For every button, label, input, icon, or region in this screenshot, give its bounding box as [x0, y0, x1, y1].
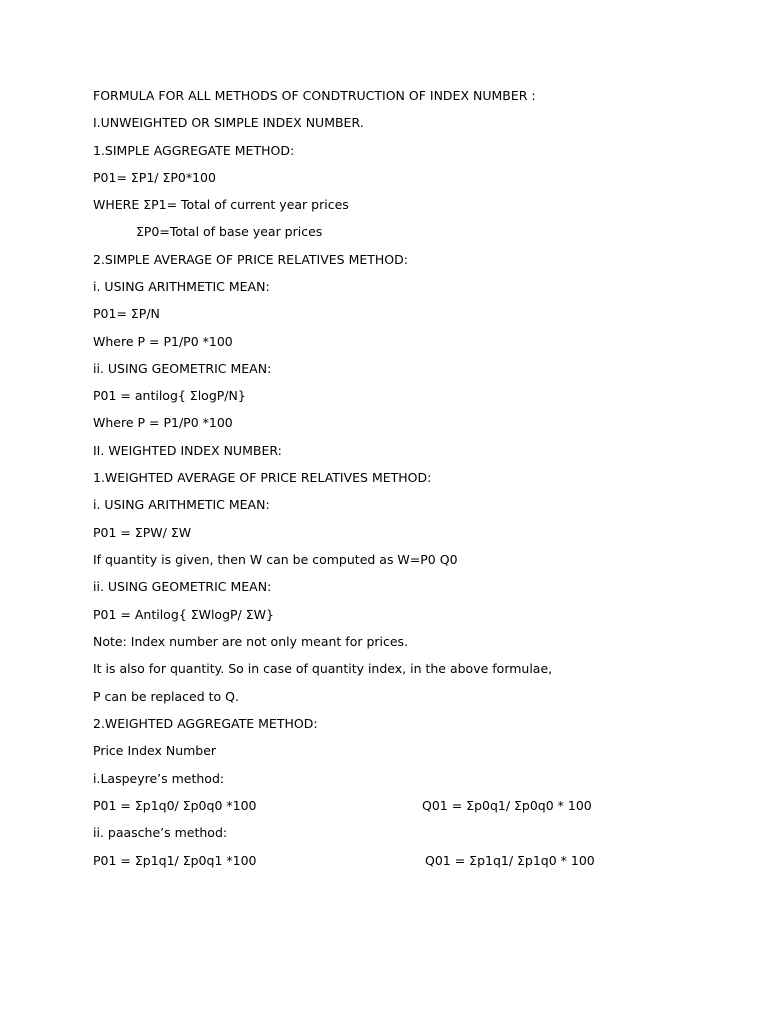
- subheading: i.Laspeyre’s method:: [93, 771, 225, 786]
- definition-line: Where P = P1/P0 *100: [93, 334, 233, 349]
- subheading: i. USING ARITHMETIC MEAN:: [93, 497, 270, 512]
- subheading: ii. USING GEOMETRIC MEAN:: [93, 361, 272, 376]
- formula-line: P01 = Antilog{ ΣWlogP/ ΣW}: [93, 607, 274, 622]
- method-heading: 2.WEIGHTED AGGREGATE METHOD:: [93, 716, 318, 731]
- subheading: i. USING ARITHMETIC MEAN:: [93, 279, 270, 294]
- laspeyre-price-formula: P01 = Σp1q0/ Σp0q0 *100: [93, 798, 257, 813]
- note-line: P can be replaced to Q.: [93, 689, 239, 704]
- section-heading: II. WEIGHTED INDEX NUMBER:: [93, 443, 282, 458]
- text-line: If quantity is given, then W can be computed as W=P0 Q0: [93, 552, 458, 567]
- formula-line: P01 = antilog{ ΣlogP/N}: [93, 388, 246, 403]
- note-line: It is also for quantity. So in case of quantity index, in the above formulae,: [93, 661, 553, 676]
- document-title: FORMULA FOR ALL METHODS OF CONDTRUCTION OF INDEX NUMBER :: [93, 88, 536, 103]
- note-line: Note: Index number are not only meant for prices.: [93, 634, 409, 649]
- subheading: ii. paasche’s method:: [93, 825, 228, 840]
- section-heading: I.UNWEIGHTED OR SIMPLE INDEX NUMBER.: [93, 115, 364, 130]
- formula-line: P01= ΣP/N: [93, 306, 160, 321]
- formula-line: P01 = ΣPW/ ΣW: [93, 525, 192, 540]
- paasche-price-formula: P01 = Σp1q1/ Σp0q1 *100: [93, 853, 257, 868]
- method-heading: 2.SIMPLE AVERAGE OF PRICE RELATIVES METHOD:: [93, 252, 408, 267]
- laspeyre-quantity-formula: Q01 = Σp0q1/ Σp0q0 * 100: [422, 798, 592, 813]
- paasche-quantity-formula: Q01 = Σp1q1/ Σp1q0 * 100: [425, 853, 595, 868]
- subheading: Price Index Number: [93, 743, 217, 758]
- formula-line: P01= ΣP1/ ΣP0*100: [93, 170, 216, 185]
- method-heading: 1.SIMPLE AGGREGATE METHOD:: [93, 143, 295, 158]
- definition-line: Where P = P1/P0 *100: [93, 415, 233, 430]
- definition-line: WHERE ΣP1= Total of current year prices: [93, 197, 349, 212]
- method-heading: 1.WEIGHTED AVERAGE OF PRICE RELATIVES METHOD:: [93, 470, 432, 485]
- definition-line: ΣP0=Total of base year prices: [136, 224, 323, 239]
- subheading: ii. USING GEOMETRIC MEAN:: [93, 579, 272, 594]
